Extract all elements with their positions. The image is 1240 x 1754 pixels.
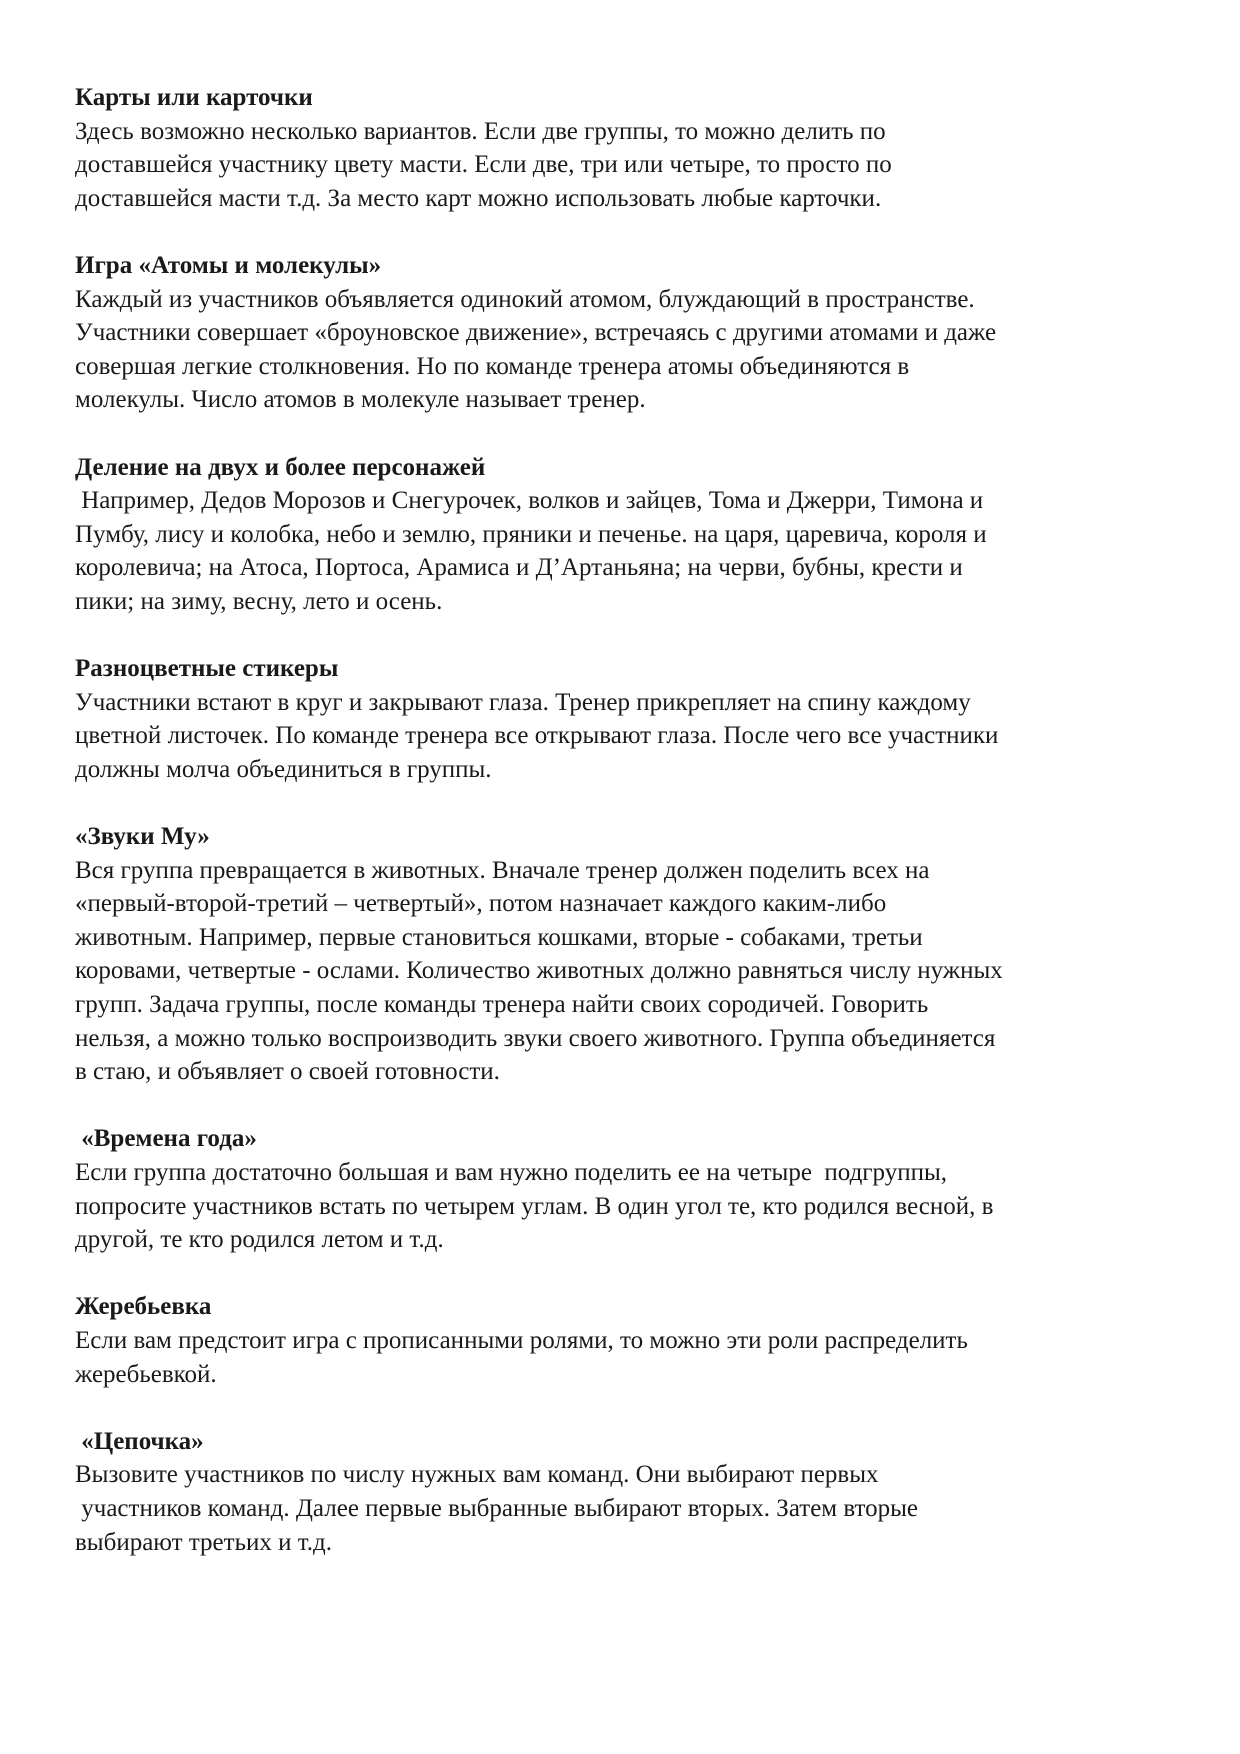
paragraph-line: Участники встают в круг и закрывают глаза. Тренер прикрепляет на спину каждому — [75, 688, 971, 716]
section-stickers — [75, 652, 1165, 786]
paragraph-line: Если вам предстоит игра с прописанными ролями, то можно эти роли распределить — [75, 1326, 968, 1354]
paragraph-line: Например, Дедов Морозов и Снегурочек, волков и зайцев, Тома и Джерри, Тимона и — [75, 487, 984, 515]
section-cards — [75, 81, 1165, 215]
paragraph-line: Участники совершает «броуновское движение», встречаясь с другими атомами и даже — [75, 319, 997, 347]
paragraph-line: участников команд. Далее первые выбранные выбирают вторых. Затем вторые — [75, 1494, 919, 1522]
paragraph-line: Каждый из участников объявляется одинокий атомом, блуждающий в пространстве. — [75, 285, 975, 313]
paragraph-line: групп. Задача группы, после команды тренера найти своих сородичей. Говорить — [75, 991, 929, 1019]
section-title: «Звуки Му» — [75, 823, 210, 851]
paragraph-line: совершая легкие столкновения. Но по команде тренера атомы объединяются в — [75, 352, 910, 380]
paragraph-line: жеребьевкой. — [75, 1360, 217, 1388]
section-title: Деление на двух и более персонажей — [75, 453, 486, 481]
section-seasons — [75, 1122, 1165, 1256]
paragraph-line: другой, те кто родился летом и т.д. — [75, 1226, 444, 1254]
paragraph-line: в стаю, и объявляет о своей готовности. — [75, 1058, 500, 1086]
section-body — [75, 1324, 1165, 1391]
section-title: Карты или карточки — [75, 84, 313, 111]
section-title: Игра «Атомы и молекулы» — [75, 251, 382, 279]
section-body — [75, 1156, 1165, 1257]
paragraph-line: попросите участников встать по четырем углам. В один угол те, кто родился весной, в — [75, 1192, 994, 1220]
section-title: «Времена года» — [75, 1125, 257, 1153]
section-title: Разноцветные стикеры — [75, 655, 339, 683]
paragraph-line: доставшейся масти т.д. За место карт можно использовать любые карточки. — [75, 184, 882, 212]
section-body — [75, 1458, 1165, 1559]
paragraph-line: Пумбу, лису и колобка, небо и землю, пряники и печенье. на царя, царевича, короля и — [75, 520, 987, 548]
section-body — [75, 484, 1165, 618]
paragraph-line: пики; на зиму, весну, лето и осень. — [75, 587, 443, 615]
paragraph-line: нельзя, а можно только воспроизводить звуки своего животного. Группа объединяется — [75, 1024, 996, 1052]
section-body — [75, 686, 1165, 787]
section-chain — [75, 1425, 1165, 1559]
section-body — [75, 283, 1165, 417]
paragraph-line: королевича; на Атоса, Портоса, Арамиса и Д’Артаньяна; на черви, бубны, крести и — [75, 554, 963, 582]
paragraph-line: цветной листочек. По команде тренера все открывают глаза. После чего все участники — [75, 722, 999, 750]
document-content — [75, 81, 1165, 1593]
section-characters — [75, 451, 1165, 619]
section-atoms-molecules — [75, 249, 1165, 417]
paragraph-line: Вся группа превращается в животных. Вначале тренер должен поделить всех на — [75, 856, 930, 884]
section-body — [75, 854, 1165, 1089]
paragraph-line: Вызовите участников по числу нужных вам команд. Они выбирают первых — [75, 1461, 879, 1489]
paragraph-line: молекулы. Число атомов в молекуле называет тренер. — [75, 386, 646, 414]
section-lottery — [75, 1290, 1165, 1391]
paragraph-line: коровами, четвертые - ослами. Количество животных должно равняться числу нужных — [75, 957, 1003, 985]
paragraph-line: Если группа достаточно большая и вам нужно поделить ее на четыре подгруппы, — [75, 1159, 948, 1186]
section-title: «Цепочка» — [75, 1427, 204, 1455]
paragraph-line: Здесь возможно несколько вариантов. Если две группы, то можно делить по — [75, 117, 886, 145]
section-title: Жеребьевка — [75, 1293, 212, 1321]
section-moo-sounds — [75, 820, 1165, 1089]
paragraph-line: «первый-второй-третий – четвертый», потом назначает каждого каким-либо — [75, 890, 887, 918]
paragraph-line: выбирают третьих и т.д. — [75, 1528, 332, 1556]
section-body — [75, 115, 1165, 216]
paragraph-line: доставшейся участнику цвету масти. Если две, три или четыре, то просто по — [75, 151, 892, 179]
paragraph-line: животным. Например, первые становиться кошками, вторые - собаками, третьи — [75, 923, 923, 951]
paragraph-line: должны молча объединиться в группы. — [75, 755, 492, 783]
